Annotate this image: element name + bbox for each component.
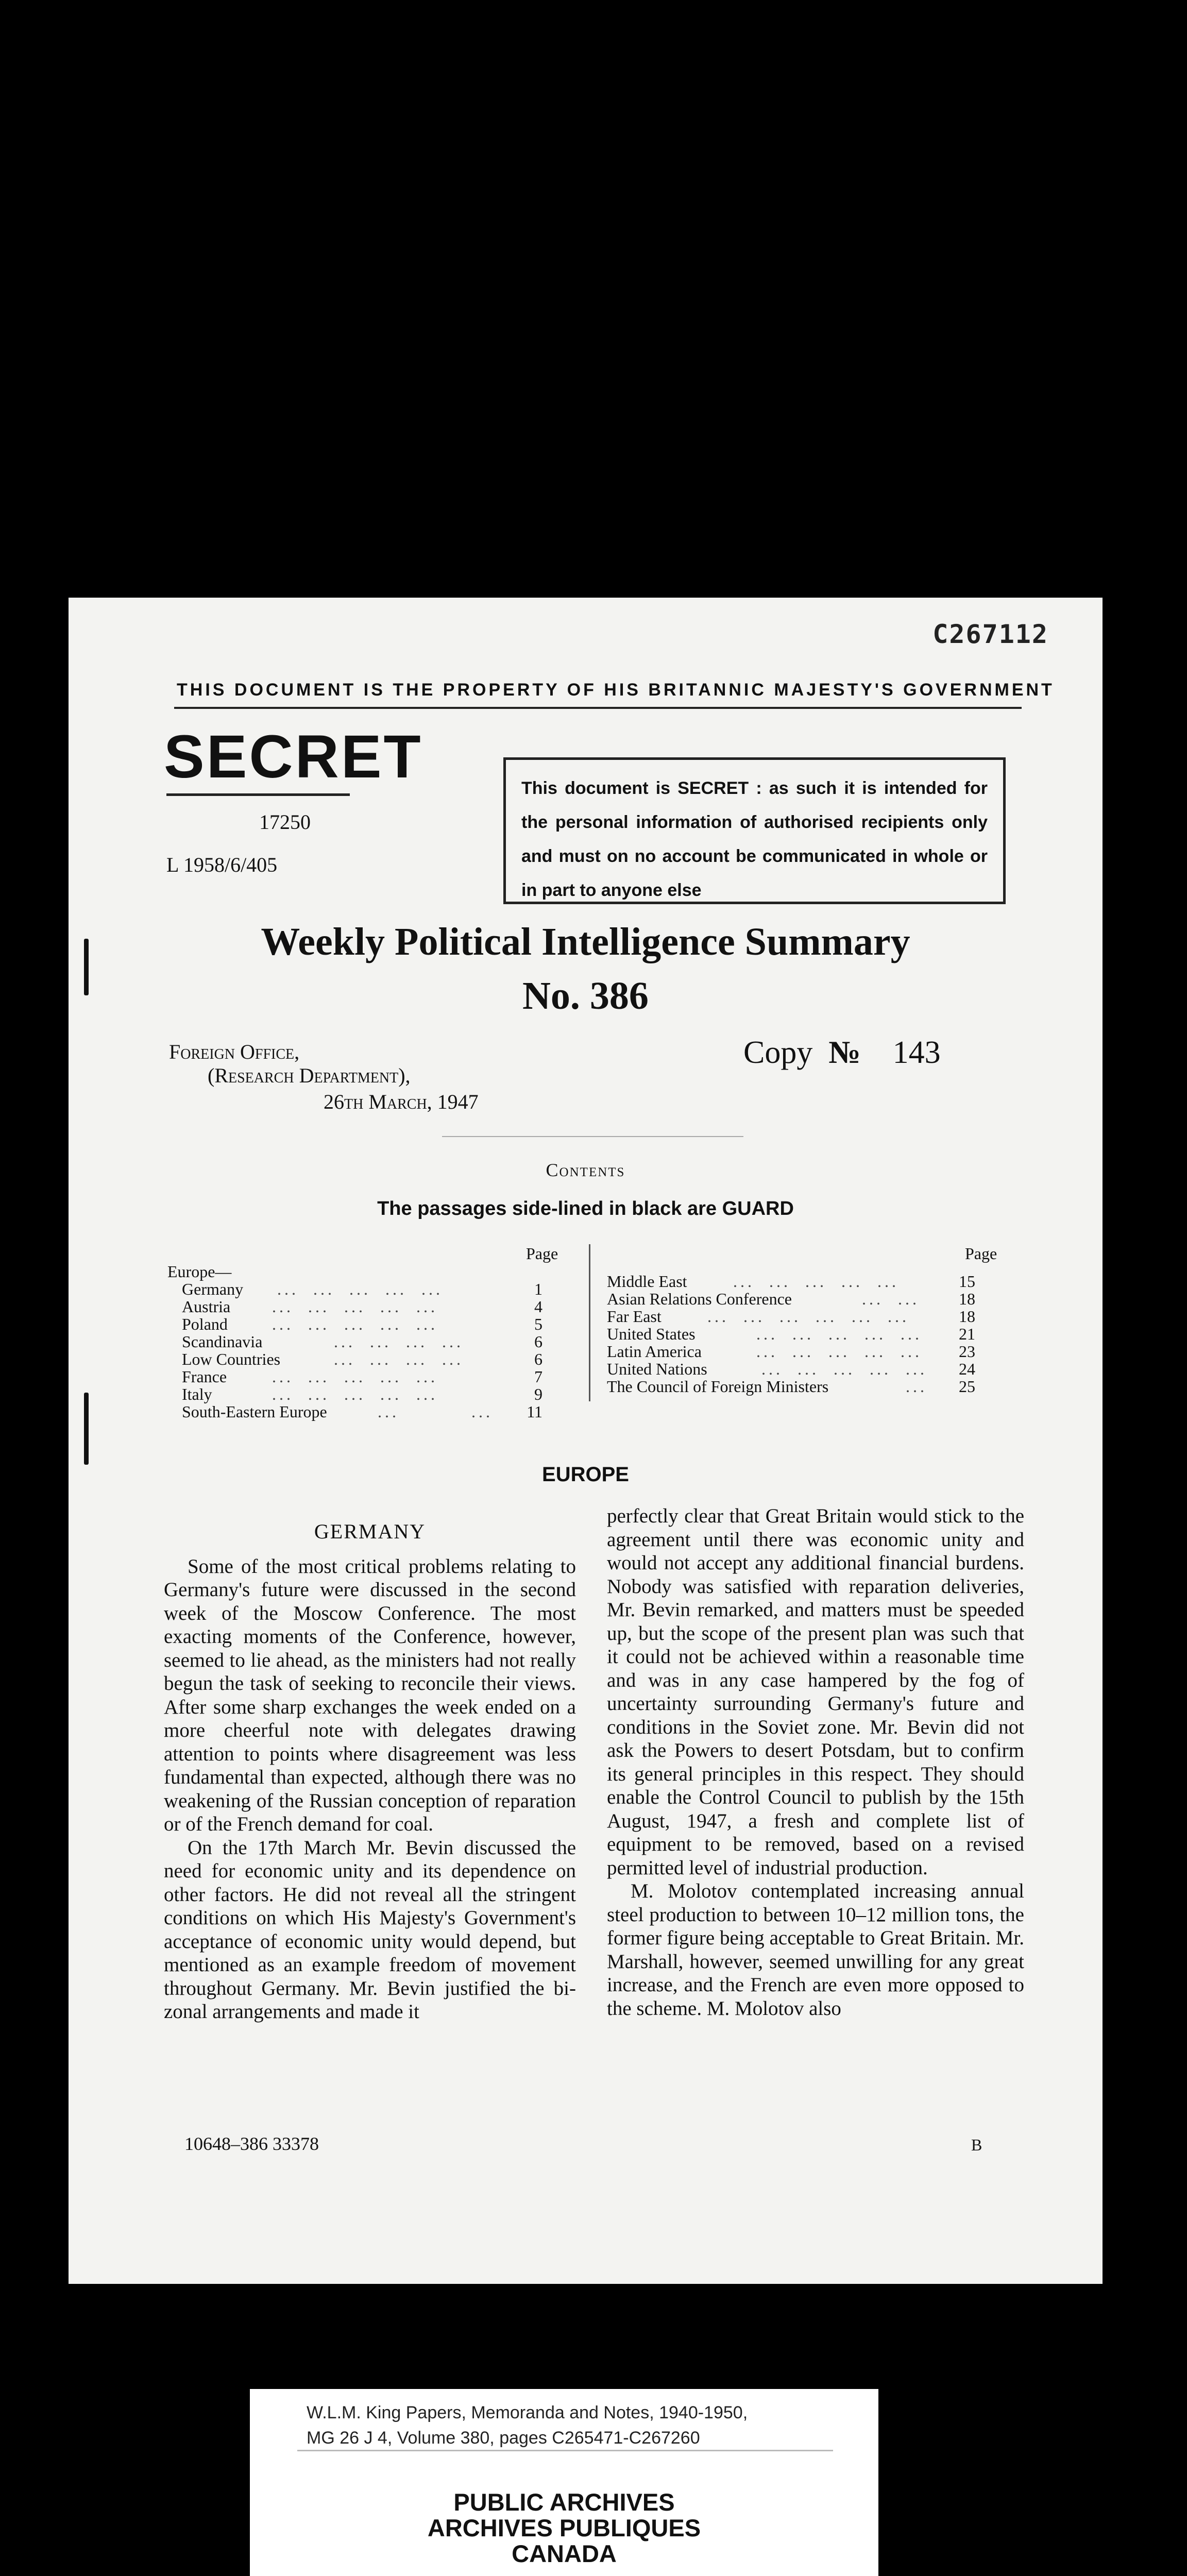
document-date: 26th March, 1947	[324, 1090, 479, 1113]
toc-entry[interactable]: Germany ... ... ... ... ... 1	[182, 1280, 542, 1298]
toc-entry[interactable]: France ... ... ... ... ... 7	[182, 1367, 542, 1386]
toc-entry[interactable]: Scandinavia ... ... ... ... 6	[182, 1332, 542, 1351]
archive-citation	[307, 2400, 748, 2451]
archive-citation-line-1: W.L.M. King Papers, Memoranda and Notes, 1940-1950,	[307, 2403, 748, 2422]
toc-left-page-header: Page	[526, 1244, 558, 1263]
archive-reference-number: C267112	[932, 619, 1048, 649]
toc-entry[interactable]: Asian Relations Conference ... ... 18	[607, 1290, 975, 1308]
copy-number: 143	[892, 1035, 941, 1070]
subsection-heading-germany: GERMANY	[314, 1520, 426, 1543]
classification-underline	[166, 793, 350, 796]
toc-entry[interactable]: The Council of Foreign Ministers ... 25	[607, 1377, 975, 1396]
body-paragraph: M. Molotov contemplated increasing annual steel production to between 10–12 million tons, the former figure being acceptable to Great Britain. Mr. Marshall, however, seemed unwilling for any great increase, and the French are even more opposed to the scheme. M. Molotov also	[607, 1880, 1024, 2020]
header-rule	[174, 707, 1022, 709]
contents-heading: Contents	[546, 1160, 625, 1180]
guard-note: The passages side-lined in black are GUARD	[377, 1198, 794, 1219]
archive-org-line-2: ARCHIVES PUBLIQUES	[427, 2514, 701, 2541]
document-number: 17250	[259, 810, 311, 834]
archive-citation-line-2: MG 26 J 4, Volume 380, pages C265471-C267260	[307, 2428, 700, 2448]
guard-sideline-mark	[84, 939, 89, 995]
guard-sideline-mark	[84, 1393, 89, 1465]
document-title: Weekly Political Intelligence Summary	[261, 920, 910, 963]
body-paragraph: On the 17th March Mr. Bevin discussed the need for economic unity and its dependence on other factors. He did not reveal all the stringent conditions on which His Majesty's Government's acceptance of economic unity would depend, but mentioned as an example freedom of movement throughout Germany. Mr. Bevin justified the bi-zonal arrangements and made it	[164, 1836, 576, 2023]
copy-number-block	[743, 1035, 941, 1071]
toc-entry[interactable]: Poland ... ... ... ... ... 5	[182, 1315, 542, 1333]
toc-entry[interactable]: Far East ... ... ... ... ... ... 18	[607, 1307, 975, 1326]
copy-no-label: №	[828, 1035, 861, 1070]
section-heading-europe: EUROPE	[542, 1463, 629, 1486]
toc-europe-label: Europe—	[167, 1262, 232, 1281]
copy-label: Copy	[743, 1035, 813, 1070]
archive-org-line-1: PUBLIC ARCHIVES	[453, 2488, 675, 2516]
toc-entry[interactable]: United States ... ... ... ... ... 21	[607, 1325, 975, 1343]
toc-entry[interactable]: Middle East ... ... ... ... ... 15	[607, 1272, 975, 1291]
toc-entry[interactable]: South-Eastern Europe ... ... 11	[182, 1402, 542, 1421]
office-line-2: (Research Department),	[208, 1064, 411, 1087]
property-notice: THIS DOCUMENT IS THE PROPERTY OF HIS BRITANNIC MAJESTY'S GOVERNMENT	[177, 680, 1055, 700]
toc-entry[interactable]: Austria ... ... ... ... ... 4	[182, 1297, 542, 1316]
body-paragraph: Some of the most critical problems relating to Germany's future were discussed in the second week of the Moscow Conference. The most exacting moments of the Conference, however, seemed to lie ahead, as the ministers had not really begun the task of seeking to reconcile their views. After some sharp exchanges the week ended on a more cheerful note with delegates drawing attention to points where disagreement was less fundamental than expected, although there was no weakening of the Russian conception of reparation or of the French demand for coal.	[164, 1555, 576, 1835]
toc-right-page-header: Page	[965, 1244, 997, 1263]
classification-stamp: SECRET	[164, 723, 423, 791]
archive-label-divider	[297, 2450, 833, 2451]
body-column-left	[164, 1520, 576, 2024]
office-line-1: Foreign Office,	[169, 1040, 300, 1063]
signature-mark: B	[971, 2136, 982, 2154]
toc-right-list	[69, 1273, 1103, 1395]
archive-org-line-3: CANADA	[512, 2540, 617, 2567]
issue-number: No. 386	[522, 974, 649, 1018]
document-page	[69, 598, 1103, 2284]
body-column-right	[607, 1504, 1024, 2020]
toc-entry[interactable]: Italy ... ... ... ... ... 9	[182, 1385, 542, 1403]
body-paragraph: perfectly clear that Great Britain would stick to the agreement until there was economic unity and would not accept any additional financial burdens. Nobody was satisfied with reparation deliveries, Mr. Bevin remarked, and matters must be speeded up, but the scope of the present plan was such that it could not be achieved within a reasonable time and was in any case hampered by the fog of uncertainty surrounding Germany's future and conditions in the Soviet zone. Mr. Bevin did not ask the Powers to desert Potsdam, but to confirm its general principles in this respect. They should enable the Control Council to publish by the 15th August, 1947, a fresh and complete list of equipment to be removed, based on a revised permitted level of industrial production.	[607, 1505, 1024, 1879]
archive-label-card	[250, 2389, 878, 2576]
file-reference: L 1958/6/405	[166, 853, 278, 876]
toc-entry[interactable]: Latin America ... ... ... ... ... 23	[607, 1342, 975, 1361]
print-code: 10648–386 33378	[184, 2133, 319, 2154]
contents-separator	[442, 1136, 743, 1137]
toc-entry[interactable]: United Nations ... ... ... ... ... 24	[607, 1360, 975, 1378]
toc-entry[interactable]: Low Countries ... ... ... ... 6	[182, 1350, 542, 1368]
secrecy-notice-box: This document is SECRET : as such it is intended for the personal information of authorised recipients only and must on no account be communicated in whole or in part to anyone else	[503, 757, 1006, 904]
